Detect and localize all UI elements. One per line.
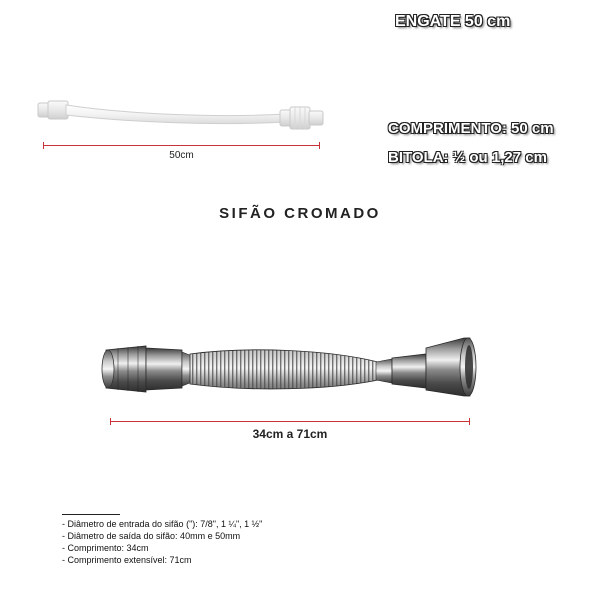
spec-item-saida: - Diâmetro de saída do sifão: 40mm e 50mm: [62, 531, 241, 541]
engate-title: ENGATE 50 cm: [395, 13, 511, 30]
siphon-right-reducer: [376, 338, 476, 396]
siphon-image: [100, 328, 485, 408]
bitola-spec: BITOLA: ½ ou 1,27 cm: [388, 149, 547, 166]
hose-right-fitting: [280, 107, 323, 129]
spec-item-entrada: - Diâmetro de entrada do sifão ("): 7/8", 1 ¼", 1 ½": [62, 519, 263, 529]
comprimento-spec: COMPRIMENTO: 50 cm: [388, 120, 554, 137]
section-title: SIFÃO CROMADO: [219, 205, 381, 222]
hose-left-fitting: [38, 101, 68, 119]
specs-list: [62, 518, 262, 566]
hose-body: [66, 105, 286, 124]
specs-divider: [62, 514, 120, 515]
hose-dimension-label: 50cm: [169, 150, 194, 161]
siphon-dimension-label: 34cm a 71cm: [252, 427, 328, 441]
spec-item-comprimento: - Comprimento: 34cm: [62, 543, 149, 553]
siphon-left-sleeve: [146, 348, 182, 390]
hose-dimension-line: [43, 145, 320, 146]
hose-image: [36, 92, 332, 138]
siphon-bellows: [190, 350, 378, 389]
siphon-dimension-line: [110, 421, 470, 422]
siphon-left-nut: [102, 346, 146, 392]
spec-item-extensivel: - Comprimento extensível: 71cm: [62, 555, 192, 565]
